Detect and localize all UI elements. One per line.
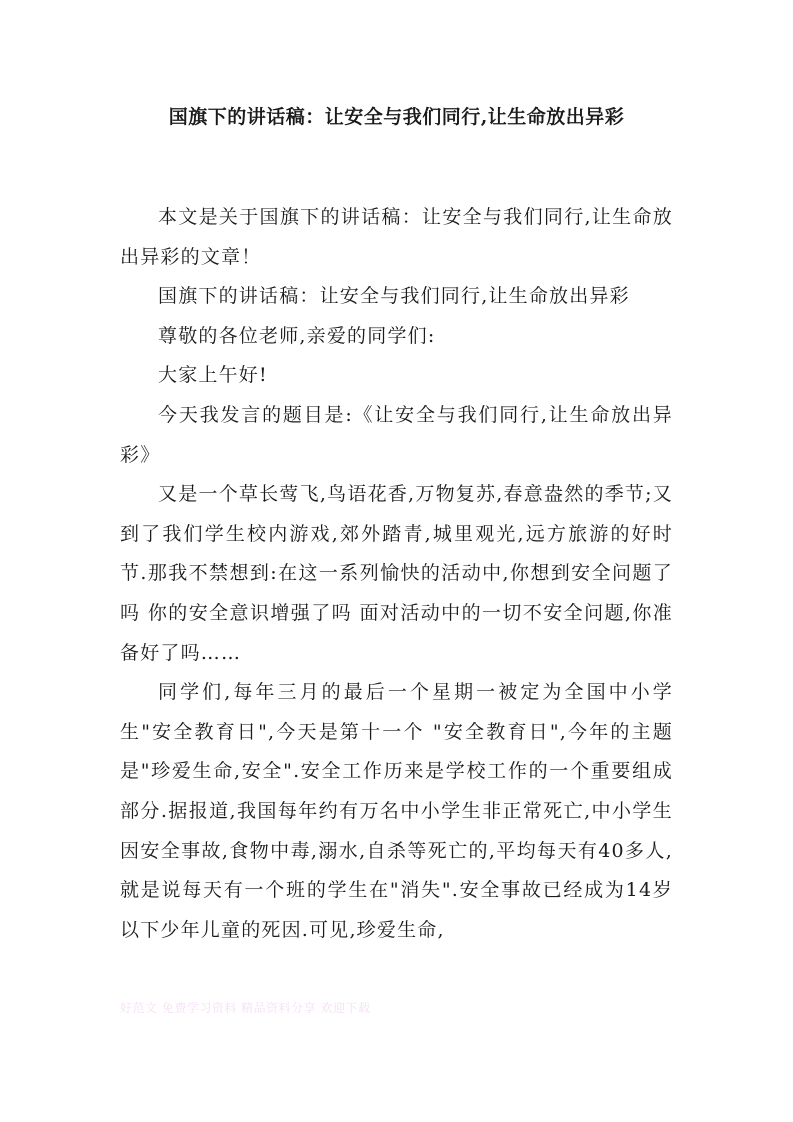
paragraph-salutation: 尊敬的各位老师,亲爱的同学们: xyxy=(158,324,436,347)
paragraph-season: 又是一个草长莺飞,鸟语花香,万物复苏,春意盎然的季节;又到了我们学生校内游戏,郊外踏青,城里观光,远方旅游的好时节.那我不禁想到:在这一系列愉快的活动中,你想到安全问题了吗 你的安全意识增强了吗 面对活动中的一切不安全问题,你准备好了吗…… xyxy=(120,483,673,664)
paragraph-topic: 今天我发言的题目是:《让安全与我们同行,让生命放出异彩》 xyxy=(120,403,673,466)
paragraph-safety-day: 同学们,每年三月的最后一个星期一被定为全国中小学生"安全教育日",今天是第十一个 "安全教育日",今年的主题是"珍爱生命,安全".安全工作历来是学校工作的一个重要组成部分.据报道,我国每年约有万名中小学生非正常死亡,中小学生因安全事故,食物中毒,溺水,自杀等死亡的,平均每天有40多人,就是说每天有一个班的学生在"消失".安全事故已经成为14岁以下少年儿童的死因.可见,珍爱生命, xyxy=(120,681,673,941)
document-title: 国旗下的讲话稿：让安全与我们同行,让生命放出异彩 xyxy=(168,106,625,128)
document-body xyxy=(120,198,673,950)
paragraph-greeting: 大家上午好! xyxy=(158,364,268,387)
faint-watermark-text: 好范文 免费学习资料 精品资料分享 欢迎下载 xyxy=(120,1001,371,1015)
paragraph-heading-repeat: 国旗下的讲话稿：让安全与我们同行,让生命放出异彩 xyxy=(158,285,630,308)
paragraph-intro: 本文是关于国旗下的讲话稿：让安全与我们同行,让生命放出异彩的文章！ xyxy=(120,206,673,268)
